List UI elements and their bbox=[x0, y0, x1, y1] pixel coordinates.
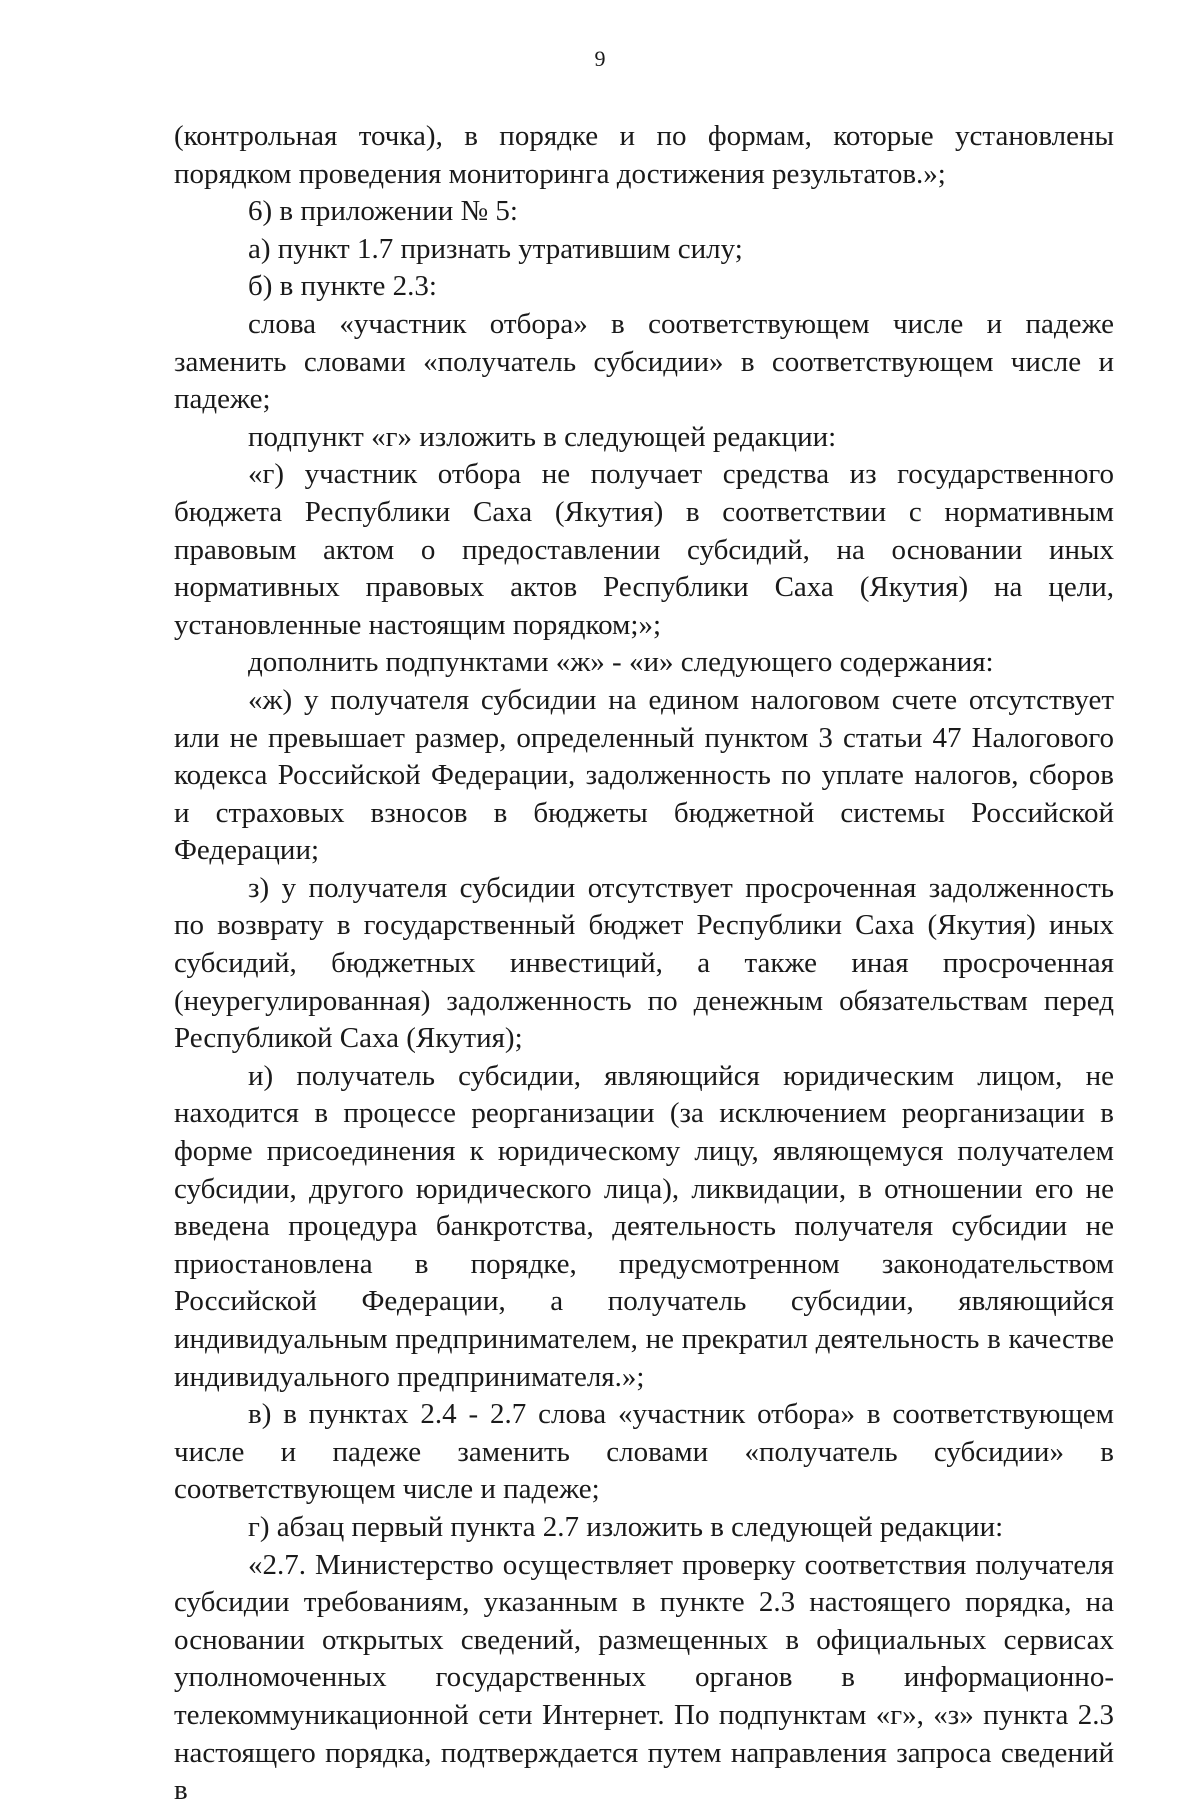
paragraph: з) у получателя субсидии отсутствует просроченная задолженность по возврату в государственный бюджет Республики Саха (Якутия) иных субсидий, бюджетных инвестиций, а также иная просроченная (неурегулированная) задолженность по денежным обязательствам перед Республикой Саха (Якутия); bbox=[174, 871, 1114, 1055]
paragraph: «2.7. Министерство осуществляет проверку соответствия получателя субсидии требованиям, указанным в пункте 2.3 настоящего порядка, на основании открытых сведений, размещенных в официальных сервисах уполномоченных государственных органов в информационно-телекоммуникационной сети Интернет. По подпунктам «г», «з» пункта 2.3 настоящего порядка, подтверждается путем направления запроса сведений в bbox=[174, 1548, 1114, 1807]
document-body bbox=[174, 118, 1114, 1810]
paragraph: «ж) у получателя субсидии на едином налоговом счете отсутствует или не превышает размер, определенный пунктом 3 статьи 47 Налогового кодекса Российской Федерации, задолженность по уплате налогов, сборов и страховых взносов в бюджеты бюджетной системы Российской Федерации; bbox=[174, 683, 1114, 867]
paragraph: слова «участник отбора» в соответствующем числе и падеже заменить словами «получатель субсидии» в соответствующем числе и падеже; bbox=[174, 307, 1114, 416]
paragraph: г) абзац первый пункта 2.7 изложить в следующей редакции: bbox=[248, 1510, 1004, 1543]
paragraph: б) в пункте 2.3: bbox=[248, 270, 437, 303]
paragraph: дополнить подпунктами «ж» - «и» следующего содержания: bbox=[248, 646, 994, 679]
paragraph: (контрольная точка), в порядке и по формам, которые установлены порядком проведения мониторинга достижения результатов.»; bbox=[174, 120, 1114, 190]
page-number: 9 bbox=[594, 46, 606, 71]
paragraph: «г) участник отбора не получает средства из государственного бюджета Республики Саха (Якутия) в соответствии с нормативным правовым актом о предоставлении субсидий, на основании иных нормативных правовых актов Республики Саха (Якутия) на цели, установленные настоящим порядком;»; bbox=[174, 458, 1114, 641]
paragraph: 6) в приложении № 5: bbox=[248, 195, 518, 228]
paragraph: и) получатель субсидии, являющийся юридическим лицом, не находится в процессе реорганизации (за исключением реорганизации в форме присоединения к юридическому лицу, являющемуся получателем субсидии, другого юридического лица), ликвидации, в отношении его не введена процедура банкротства, деятельность получателя субсидии не приостановлена в порядке, предусмотренном законодательством Российской Федерации, а получатель субсидии, являющийся индивидуальным предпринимателем, не прекратил деятельность в качестве индивидуального предпринимателя.»; bbox=[174, 1059, 1114, 1393]
paragraph: в) в пунктах 2.4 - 2.7 слова «участник отбора» в соответствующем числе и падеже заменить словами «получатель субсидии» в соответствующем числе и падеже; bbox=[174, 1398, 1114, 1506]
paragraph: а) пункт 1.7 признать утратившим силу; bbox=[248, 232, 743, 265]
paragraph: подпункт «г» изложить в следующей редакции: bbox=[248, 420, 837, 453]
